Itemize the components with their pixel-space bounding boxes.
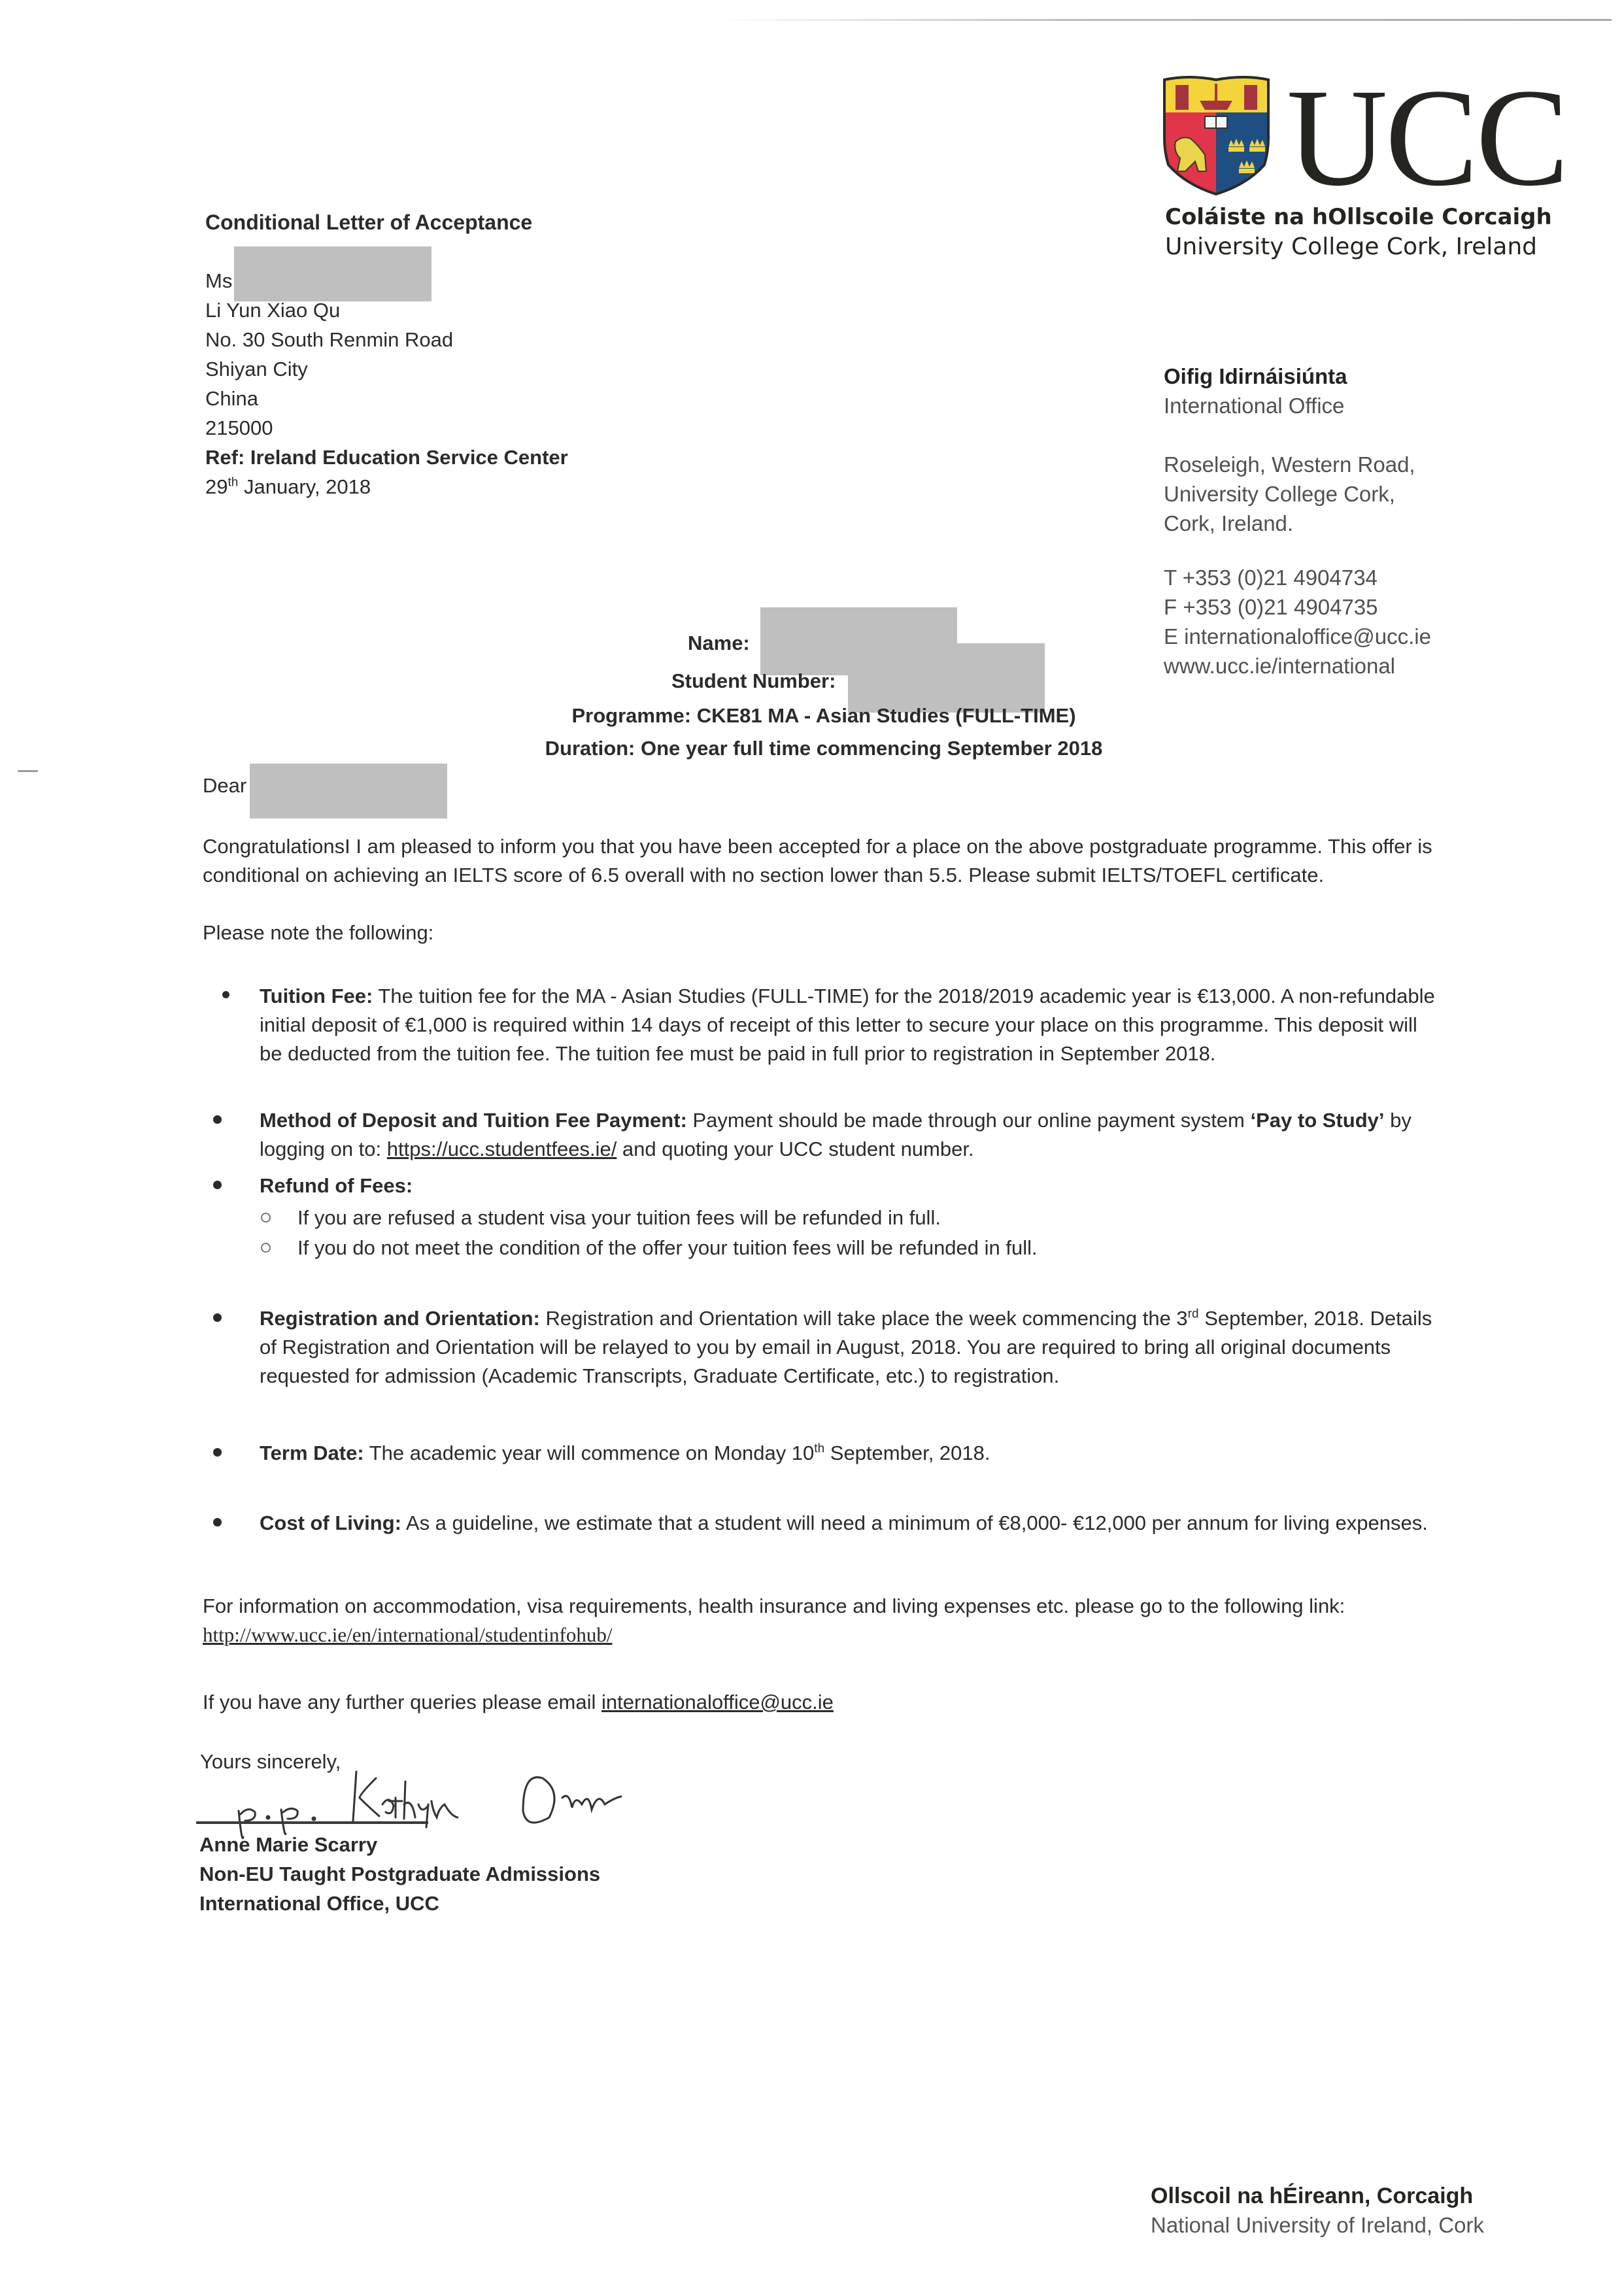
sub-item-text: If you are refused a student visa your tuition fees will be refunded in full. <box>297 1206 941 1229</box>
bullet-text: Registration and Orientation will take place the week commencing the 3 <box>539 1307 1188 1330</box>
redacted-dear-name <box>250 764 447 818</box>
signature-underline <box>196 1821 428 1824</box>
bullet-dot-icon <box>222 991 229 998</box>
bullet-label: Registration and Orientation: <box>260 1307 540 1330</box>
student-number-label: Student Number: <box>671 669 836 692</box>
signatory-role: Non-EU Taught Postgraduate Admissions <box>199 1863 601 1885</box>
redacted-recipient-name <box>234 246 431 301</box>
footer-irish-name: Ollscoil na hÉireann, Corcaigh <box>1151 2184 1474 2208</box>
bullet-label: Term Date: <box>260 1442 364 1464</box>
address-line: China <box>205 387 258 410</box>
intro-paragraph: CongratulationsI I am pleased to inform you that you have been accepted for a place on the above postgraduate programme. This offer is conditional on achieving an IELTS score of 6.5 overall with no section lower than 5.5. Please submit IELTS/TOEFL certificate. <box>203 835 1432 886</box>
address-line: Shiyan City <box>205 358 308 380</box>
footer-english-name: National University of Ireland, Cork <box>1151 2213 1484 2237</box>
circle-bullet-icon <box>261 1243 271 1253</box>
ucc-wordmark: UCC <box>1287 60 1567 215</box>
bullet-text: Payment should be made through our online payment system <box>686 1109 1251 1132</box>
office-irish-title: Oifig Idirnáisiúnta <box>1164 364 1347 388</box>
signatory-office: International Office, UCC <box>199 1892 439 1915</box>
address-line: 215000 <box>205 416 273 439</box>
address-line: Li Yun Xiao Qu <box>205 299 341 322</box>
bullet-text: September, 2018. <box>824 1442 990 1464</box>
date-day: 29 <box>205 475 228 498</box>
bullet-text: September, 2018. Details of Registration and Orientation will be relayed to you by email in August, 2018. You are required to bring all original documents requested for admission (Academic Transcripts, Graduate Certificate, etc.) to registration. <box>260 1307 1432 1387</box>
office-address-line: Roseleigh, Western Road, <box>1164 452 1415 477</box>
office-title: International Office <box>1164 394 1345 418</box>
bullet-text: The tuition fee for the MA - Asian Studies (FULL-TIME) for the 2018/2019 academic year is €13,000. A non-refundable initial deposit of €1,000 is required within 14 days of receipt of this letter to secure your place on this programme. This deposit will be deducted from the tuition fee. The tuition fee must be paid in full prior to registration in September 2018. <box>260 985 1435 1065</box>
bullet-dot-icon <box>213 1181 222 1189</box>
note-line: Please note the following: <box>203 921 434 944</box>
bullet-text: The academic year will commence on Monday 10 <box>364 1442 815 1464</box>
office-website[interactable]: www.ucc.ie/international <box>1164 654 1396 678</box>
sub-item-text: If you do not meet the condition of the offer your tuition fees will be refunded in full. <box>297 1236 1038 1259</box>
name-label: Name: <box>688 632 750 654</box>
office-email[interactable]: E internationaloffice@ucc.ie <box>1164 624 1431 649</box>
reference: Ref: Ireland Education Service Center <box>205 446 568 469</box>
queries-text: If you have any further queries please email <box>203 1691 602 1713</box>
bullet-label: Cost of Living: <box>260 1511 401 1534</box>
office-address-line: Cork, Ireland. <box>1164 511 1294 535</box>
queries-paragraph <box>203 1688 1438 1717</box>
programme-line: Programme: CKE81 MA - Asian Studies (FULL-TIME) <box>571 704 1076 727</box>
duration-line: Duration: One year full time commencing September 2018 <box>545 737 1103 760</box>
office-address-line: University College Cork, <box>1164 482 1395 506</box>
info-text: For information on accommodation, visa requirements, health insurance and living expenses etc. please go to the following link: <box>203 1594 1345 1617</box>
scan-artifact-dash <box>18 770 38 772</box>
bullet-text: and quoting your UCC student number. <box>617 1138 974 1160</box>
closing: Yours sincerely, <box>200 1750 341 1773</box>
student-info-hub-link[interactable]: http://www.ucc.ie/en/international/studentinfohub/ <box>203 1623 613 1646</box>
bullet-dot-icon <box>213 1313 222 1322</box>
bullet-label: Refund of Fees: <box>260 1174 413 1197</box>
office-fax: F +353 (0)21 4904735 <box>1164 595 1378 619</box>
university-irish-name: Coláiste na hOllscoile Corcaigh <box>1165 204 1552 230</box>
bullet-label: Tuition Fee: <box>260 985 373 1007</box>
bullet-text: by logging on to: <box>260 1109 1412 1160</box>
bullet-dot-icon <box>213 1448 222 1457</box>
letter-date <box>205 473 371 501</box>
bullet-dot-icon <box>213 1518 222 1527</box>
ucc-crest-icon <box>1159 73 1274 197</box>
date-suffix: th <box>228 475 239 490</box>
scan-artifact-line <box>719 19 1612 21</box>
letter-title: Conditional Letter of Acceptance <box>205 211 533 234</box>
international-office-email-link[interactable]: internationaloffice@ucc.ie <box>601 1691 834 1713</box>
address-line: No. 30 South Renmin Road <box>205 328 454 351</box>
salutation-prefix: Ms <box>205 269 233 292</box>
student-fees-link[interactable]: https://ucc.studentfees.ie/ <box>386 1138 617 1160</box>
bullet-text: As a guideline, we estimate that a student will need a minimum of €8,000- €12,000 per annum for living expenses. <box>401 1511 1428 1534</box>
circle-bullet-icon <box>261 1213 271 1223</box>
university-english-name: University College Cork, Ireland <box>1165 233 1538 260</box>
dear-salutation: Dear <box>203 774 247 797</box>
ordinal-suffix: th <box>814 1442 825 1456</box>
pay-to-study: ‘Pay to Study’ <box>1250 1109 1385 1132</box>
office-phone: T +353 (0)21 4904734 <box>1164 565 1378 590</box>
info-paragraph <box>203 1592 1438 1649</box>
date-rest: January, 2018 <box>238 475 371 498</box>
signatory-name: Anne Marie Scarry <box>199 1833 378 1856</box>
bullet-label: Method of Deposit and Tuition Fee Payment: <box>260 1109 687 1132</box>
ordinal-suffix: rd <box>1187 1307 1199 1321</box>
bullet-dot-icon <box>213 1115 222 1124</box>
